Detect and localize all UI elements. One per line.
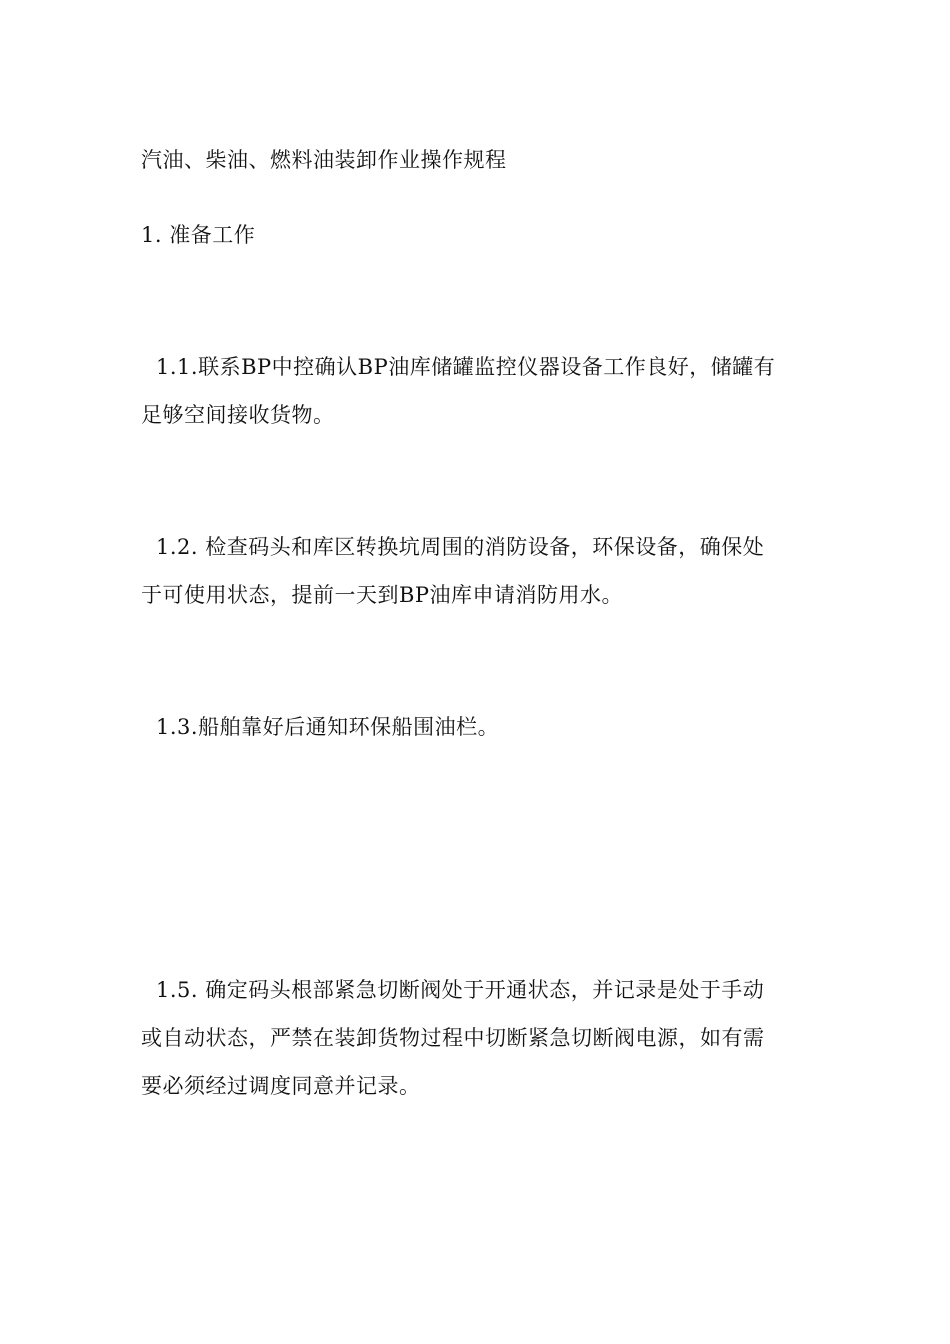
paragraph-1-5-line-2: 或自动状态，严禁在装卸货物过程中切断紧急切断阀电源，如有需 [141,1026,765,1050]
section-heading: 1. 准备工作 [141,223,256,247]
paragraph-1-1-line-2: 足够空间接收货物。 [141,403,335,427]
paragraph-1-2-line-2: 于可使用状态，提前一天到BP油库申请消防用水。 [141,583,624,607]
paragraph-1-1-line-1: 1.1.联系BP中控确认BP油库储罐监控仪器设备工作良好，储罐有 [156,355,776,379]
paragraph-1-3-line-1: 1.3.船舶靠好后通知环保船围油栏。 [156,715,500,739]
paragraph-1-2-line-1: 1.2. 检查码头和库区转换坑周围的消防设备，环保设备，确保处 [156,535,765,559]
paragraph-1-5-line-3: 要必须经过调度同意并记录。 [141,1074,421,1098]
document-title: 汽油、柴油、燃料油装卸作业操作规程 [141,148,507,172]
paragraph-1-5-line-1: 1.5. 确定码头根部紧急切断阀处于开通状态，并记录是处于手动 [156,978,765,1002]
